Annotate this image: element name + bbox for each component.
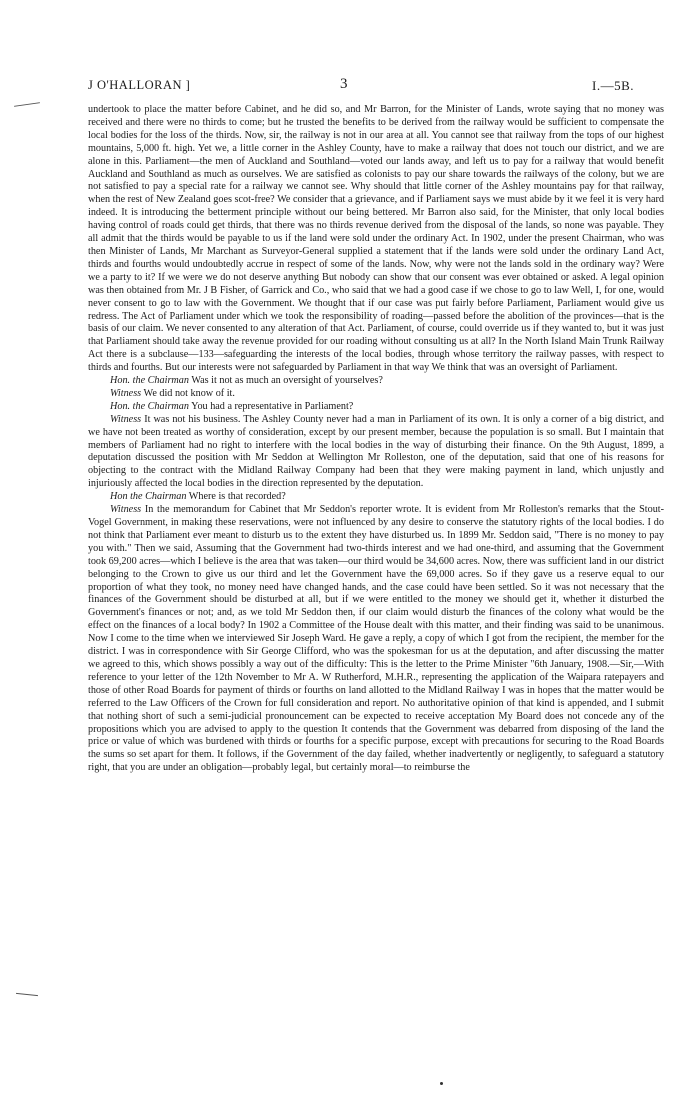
paragraph: Hon. the Chairman Was it not as much an oversight of yourselves? [110, 375, 383, 387]
speaker-label: Hon. the Chairman [110, 400, 189, 412]
paragraph: Witness In the memorandum for Cabinet that Mr Seddon's reporter wrote. It is evident from Mr Rolleston's remarks that the Stout-Vogel Government, in making these reservations, were not influenced by any desire to conserve the statutory rights of the local bodies. I do not think that Parliament ever meant to disturb us to the extent they have disturbed us. In 1899 Mr. Seddon said, "There is no money to pay you with." Then we said, Assuming that the Government had two-thirds interest and we had one-third, and assuming that the Government took 69,200 acres—which I believe is the area that was taken—our third would be 34,600 acres. Now, there was sufficient land in our district belonging to the Crown to give us our third and let the Government have the 69,000 acres. So if they gave us a reserve equal to our proportion of what they took, no money need have changed hands, and the case could have been settled. So it was not necessary that the finances of the Government should be disturbed at all, but if we were entitled to the money we should get it, whether it disturbed the Government's finances or not; and, as we told Mr Seddon then, if our claim would disturb the finances of the colony what would be the effect on the finances of a local body? In 1902 a Committee of the House dealt with this matter, and their finding was said to be unanimous. Now I come to the time when we interviewed Sir Joseph Ward. He gave a reply, a copy of which I got from the recipient, the member for the district. I was in correspondence with Sir George Clifford, who was the spokesman for us at the deputation, and after discussing the matter we agreed to this, which shows possibly a way out of the difficulty: This is the letter to the Prime Minister "6th January, 1908.—Sir,—With reference to your letter of the 12th November to Mr A. W Rutherford, M.H.R., representing the application of the Waipara ratepayers and those of other Road Boards for payment of thirds or fourths on land allotted to the Midland Railway I was in hopes that the matter would be referred to the Law Officers of the Crown for full consideration and report. No authoritative opinion of that kind is appended, and I submit that nothing short of such a semi-judicial pronouncement can be expected to receive acceptation My Board does not concede any of the propositions which you are advised to apply to the question It contends that the Government was debarred from disposing of the land the price or value of which was burdened with thirds or fourths for a specific purpose, except with precautions for securing to the Road Boards the sums so set apart for them. It follows, if the Government of the day failed, whether inadvertently or negligently, to safeguard a statutory right, that you are under an obligation—probably legal, but certainly moral—to reimburse the [88, 504, 665, 774]
speaker-label: Witness [110, 387, 142, 399]
paragraph: undertook to place the matter before Cabinet, and he did so, and Mr Barron, for the Minister of Lands, wrote saying that no money was received and there were no thirds to come; but he trusted the benefits to be derived from the railway would be sufficient to compensate the local bodies for the loss of the thirds. Now, sir, the railway is not in our area at all. You cannot see that railway from the tops of our highest mountains, 5,000 ft. high. Yet we, a little corner in the Ashley County, have to make a railway that does not touch our district, and we are alone in this. Parliament—the men of Auckland and Southland—voted our lands away, and left us to pay for a railway that would benefit Auckland and Southland as much as ourselves. We are satisfied as colonists to pay our share towards the railways of the colony, but we are not satisfied to pay a special rate for a railway we cannot see. Why should that little corner of the Ashley mountains pay for that railway, when the rest of New Zealand goes scot-free? We consider that a grievance, and if Parliament says we must abide by it we feel it is very hard indeed. It is introducing the betterment principle without our being bettered. Mr Barron also said, for the Minister, that only local bodies having control of roads could get thirds, that there was no thirds revenue derived from the disposal of the lands, so none was payable. They all admit that the thirds would be payable to us if the land were sold under the ordinary Act. In 1902, under the present Chairman, who was then Minister of Lands, Mr Marchant as Surveyor-General supplied a statement that if the lands were sold under the ordinary Land Act, thirds and fourths would undoubtedly accrue in respect of some of the lands. Now, why were not the lands sold in the ordinary way? Were we a party to it? If we were we do not deserve anything But nobody can show that our consent was ever obtained or asked. A legal opinion was then obtained from Mr. J B Fisher, of Garrick and Co., who said that we had a good case if we chose to go to law Well, I, for one, would never consent to go to law with the Government. We thought that if our case was put fairly before Parliament, Parliament would give us redress. The Act of Parliament under which we took the responsibility of roading—passed before the abolition of the provinces—that is the basis of our claim. We never consented to any alteration of that Act. Parliament, of course, could override us if they wanted to, but it was just that Parliament should take away the revenue provided for our roading without consulting us at all? In the North Island Main Trunk Railway Act there is a subclause—133—safeguarding the interests of the local bodies, through whose territory the railway passes, with respect to thirds and fourths. But our interests were not safeguarded by Parliament in that way We think that was an oversight of Parliament. [88, 104, 664, 374]
document-reference: I.—5B. [592, 78, 634, 93]
paragraph: Hon. the Chairman You had a representative in Parliament? [110, 400, 354, 412]
speaker-label: Hon the Chairman [110, 491, 187, 503]
header-witness-name: J O'HALLORAN ] [88, 78, 191, 92]
testimony-body [88, 104, 664, 775]
page-number: 3 [340, 76, 348, 92]
print-speck [440, 1082, 443, 1085]
paragraph: Hon the Chairman Where is that recorded? [110, 491, 286, 503]
paragraph: Witness It was not his business. The Ashley County never had a man in Parliament of its own. It is only a corner of a big district, and we have not been treated as worthy of consideration, except by our present member, because the population is so small. But I maintain that members of Parliament had no right to interfere with the local bodies in the way of disturbing their finance. On the 9th August, 1899, a deputation discussed the position with Mr Seddon at Wellington Mr Rolleston, one of the deputation, said that one of his reasons for objecting to the contract with the Midland Railway Company had been that they were making payment in land, which unjustly and injuriously affected the local bodies in the direction represented by the deputation. [88, 413, 665, 490]
margin-mark [16, 993, 38, 996]
speaker-label: Witness [110, 413, 142, 425]
speaker-label: Witness [110, 504, 142, 516]
speaker-label: Hon. the Chairman [110, 375, 189, 387]
page-header [88, 78, 634, 98]
paragraph: Witness We did not know of it. [110, 387, 235, 399]
margin-mark [14, 102, 40, 107]
